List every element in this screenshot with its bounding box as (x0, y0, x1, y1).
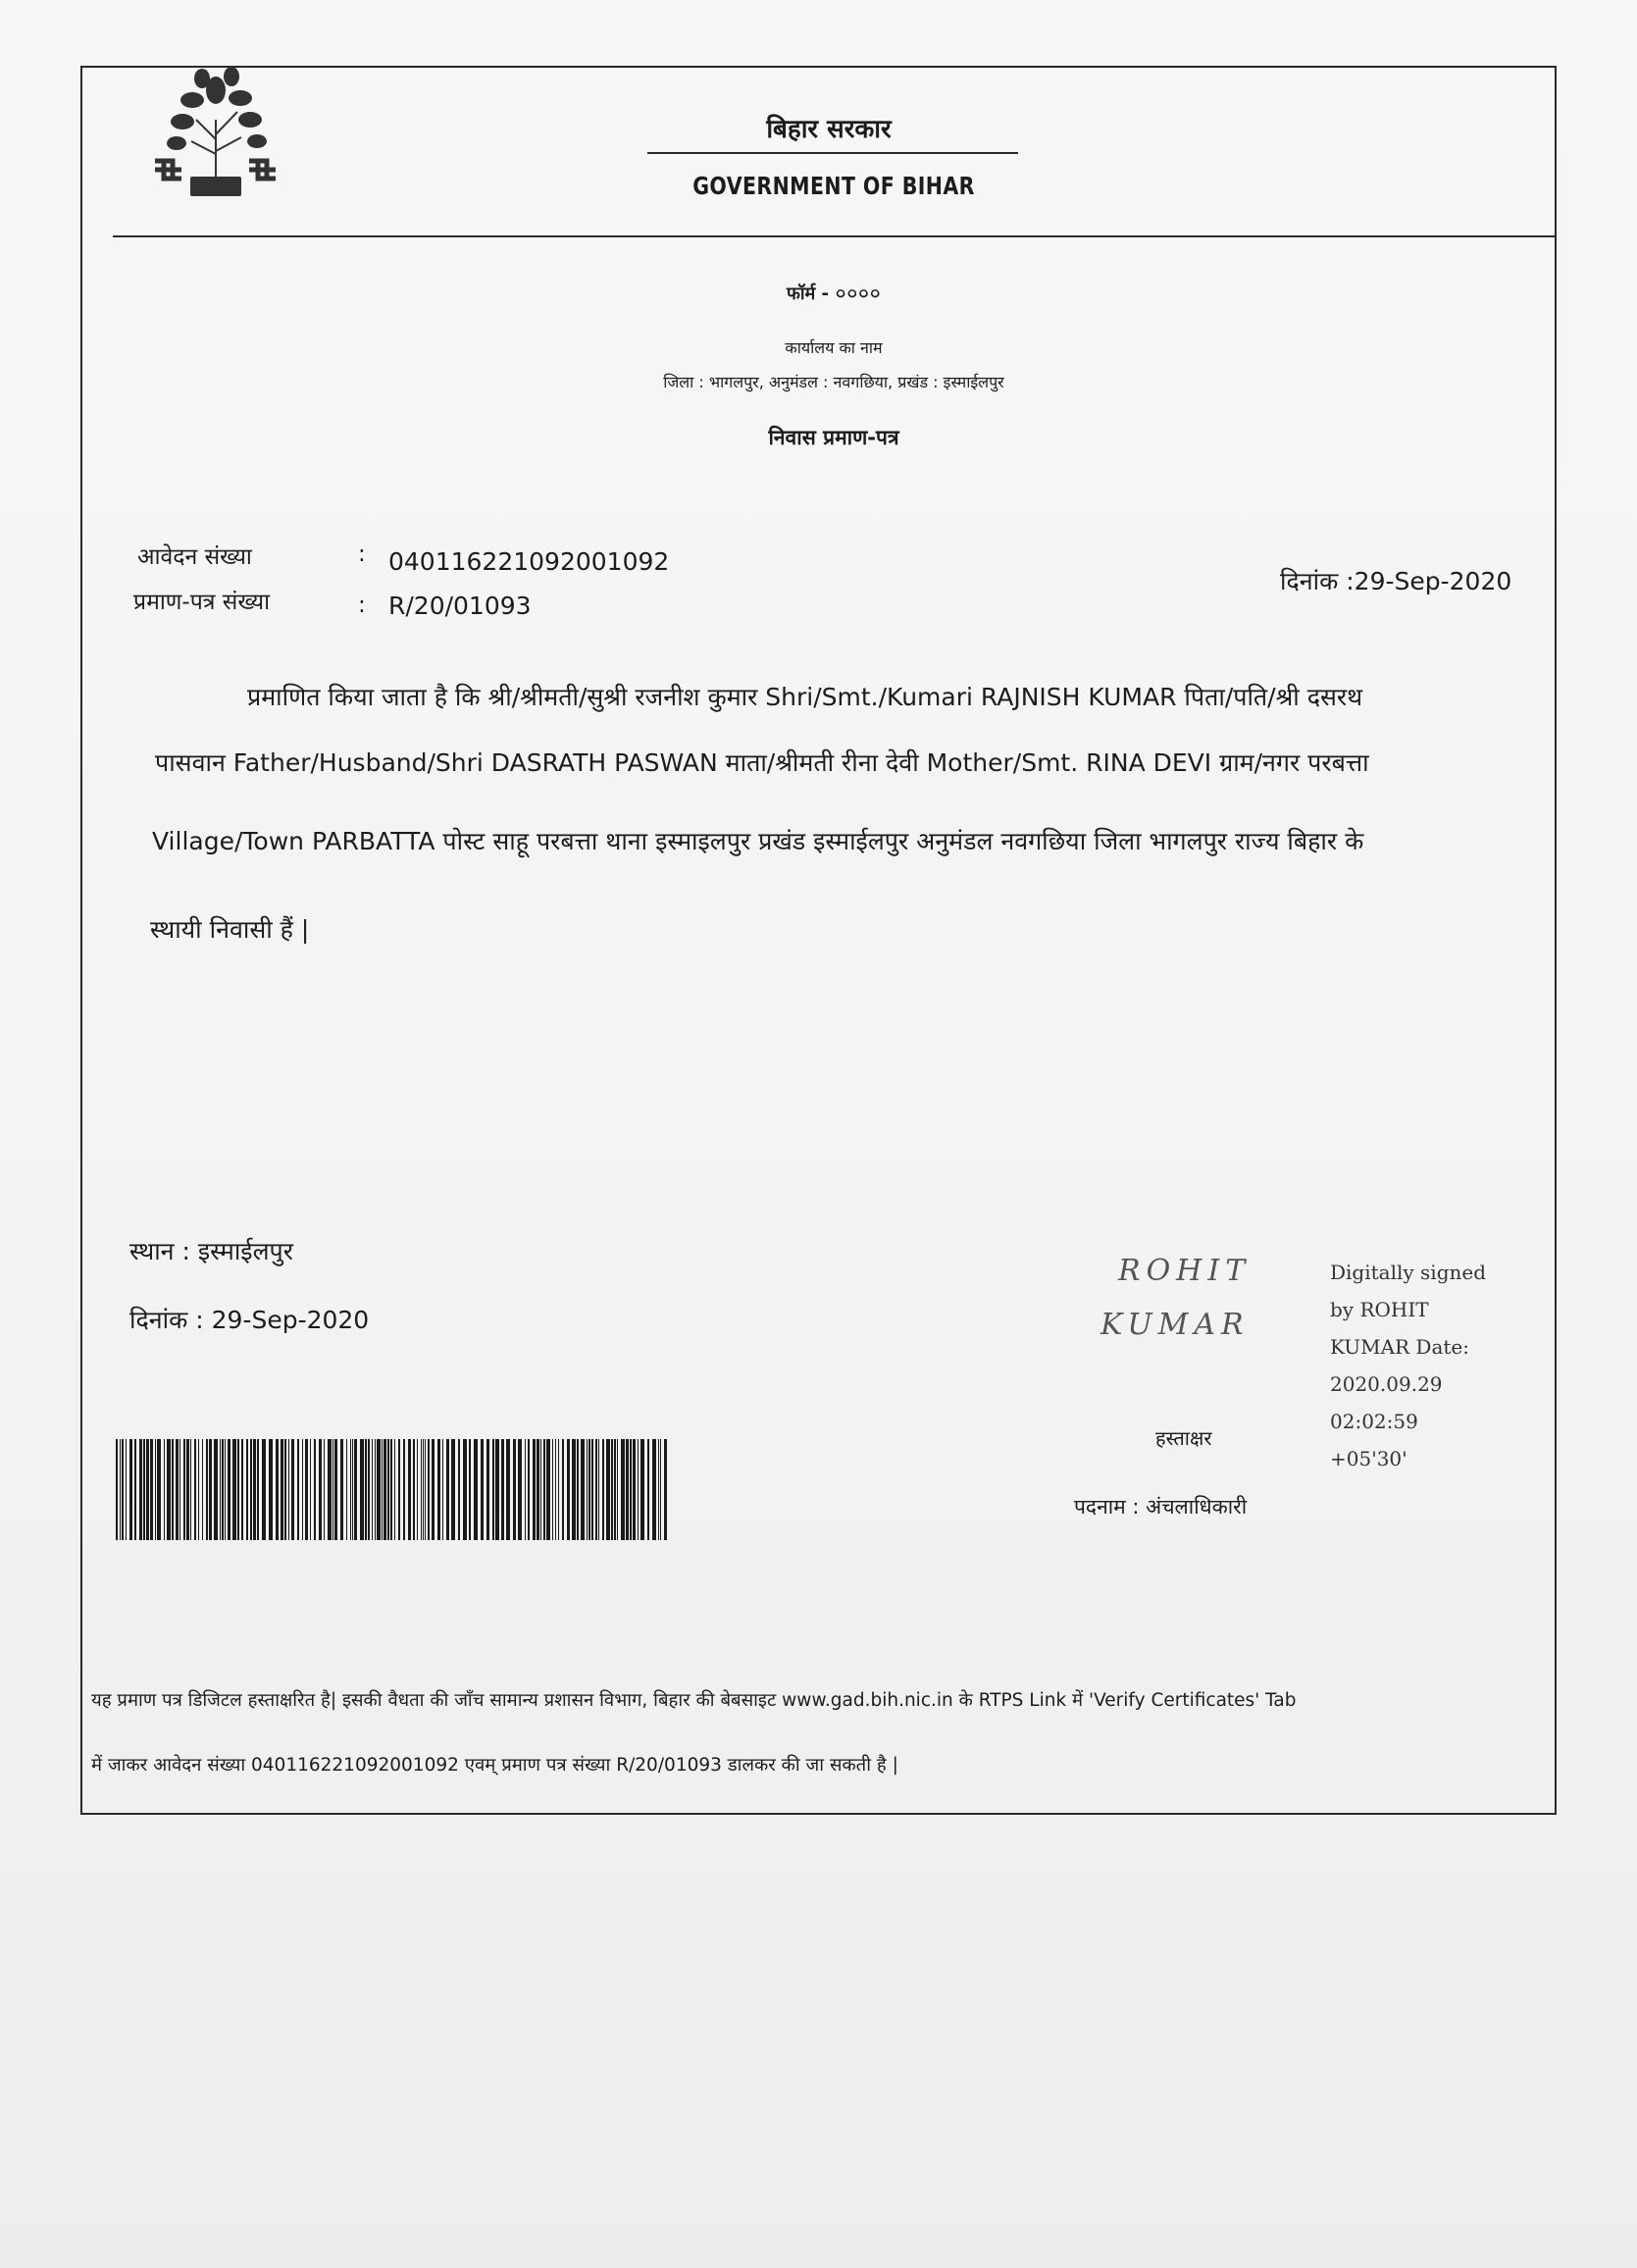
form-number: फॉर्म - ০০০০ (786, 284, 882, 304)
verification-note-line-2: में जाकर आवेदन संख्या 040116221092001092 एवम् प्रमाण पत्र संख्या R/20/01093 डालकर की जा सकती है | (91, 1755, 898, 1776)
digital-signature-block (1330, 1254, 1497, 1477)
header-divider (113, 235, 1555, 237)
certificate-number-label: प्रमाण-पत्र संख्या (133, 590, 271, 615)
certificate-body-line-3: Village/Town PARBATTA पोस्ट साहू परबत्ता थाना इस्माइलपुर प्रखंड इस्माईलपुर अनुमंडल नवगछिया जिला भागलपुर राज्य बिहार के (152, 827, 1364, 855)
certificate-barcode (116, 1439, 668, 1540)
certificate-body-line-4: स्थायी निवासी हैं | (150, 915, 310, 944)
certificate-body-line-1: प्रमाणित किया जाता है कि श्री/श्रीमती/सुश्री रजनीश कुमार Shri/Smt./Kumari RAJNISH KUMAR पिता/पति/श्री दसरथ (247, 683, 1363, 711)
bihar-emblem-icon (147, 61, 284, 208)
verification-note-line-1: यह प्रमाण पत्र डिजिटल हस्ताक्षरित है| इसकी वैधता की जाँच सामान्य प्रशासन विभाग, बिहार की बेबसाइट www.gad.bih.nic.in के RTPS Link में 'Verify Certificates' Tab (91, 1690, 1297, 1711)
digital-signature-line: Digitally signed (1330, 1261, 1487, 1284)
application-number-label: आवेदन संख्या (137, 544, 252, 570)
signing-date: दिनांक : 29-Sep-2020 (129, 1306, 370, 1334)
government-title-english: GOVERNMENT OF BIHAR (692, 172, 975, 200)
digital-signature-line: 2020.09.29 (1330, 1372, 1443, 1396)
place: स्थान : इस्माईलपुर (129, 1237, 293, 1265)
certificate-number: R/20/01093 (388, 592, 532, 620)
digital-signature-line: +05'30' (1330, 1447, 1407, 1470)
digital-signature-line: 02:02:59 (1330, 1410, 1418, 1433)
application-number: 040116221092001092 (388, 547, 670, 576)
digital-signature-line: by ROHIT (1330, 1298, 1429, 1321)
digital-signature-line: KUMAR Date: (1330, 1335, 1469, 1359)
district-line: जिला : भागलपुर, अनुमंडल : नवगछिया, प्रखंड : इस्माईलपुर (663, 373, 1004, 391)
designation: पदनाम : अंचलाधिकारी (1074, 1495, 1248, 1519)
certificate-title: निवास प्रमाण-पत्र (768, 426, 899, 449)
signature-name-line-1: ROHIT (1118, 1254, 1252, 1288)
signature-name-line-2: KUMAR (1100, 1308, 1250, 1342)
application-number-colon: : (358, 541, 366, 567)
certificate-body-line-2: पासवान Father/Husband/Shri DASRATH PASWAN माता/श्रीमती रीना देवी Mother/Smt. RINA DEVI ग्राम/नगर परबत्ता (155, 748, 1369, 777)
certificate-number-colon: : (358, 593, 366, 618)
government-title-rule (647, 152, 1018, 154)
government-title-hindi: बिहार सरकार (766, 115, 892, 144)
signature-label: हस्ताक्षर (1155, 1426, 1212, 1450)
issue-date: दिनांक :29-Sep-2020 (1280, 567, 1512, 595)
office-label: कार्यालय का नाम (785, 338, 883, 357)
